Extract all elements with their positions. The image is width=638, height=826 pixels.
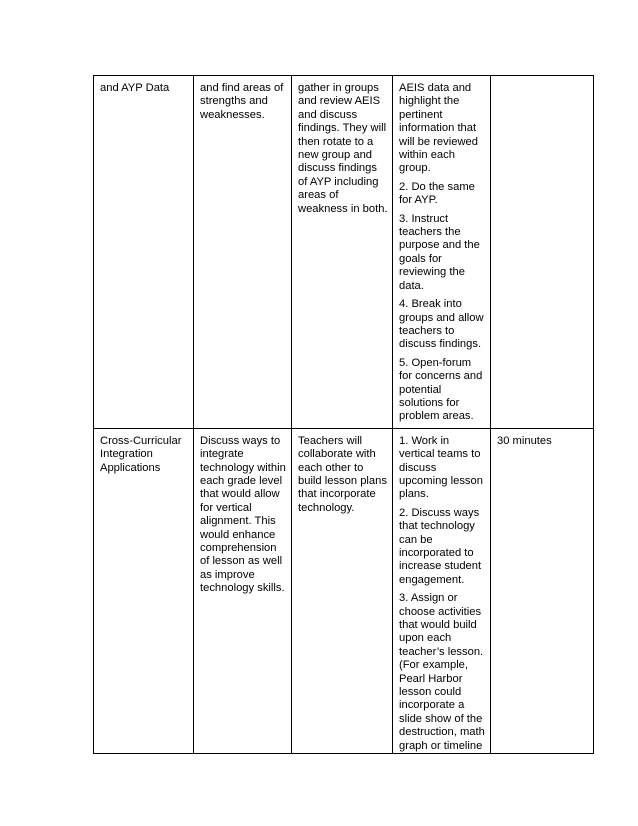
table-row <box>94 76 594 429</box>
step-item: 1. Work in vertical teams to discuss upcoming lesson plans. <box>399 434 483 501</box>
steps-cell <box>393 76 491 429</box>
objective-text: and find areas of strengths and weaknesses. <box>200 82 284 121</box>
training-plan-table <box>93 75 594 754</box>
step-item: 5. Open-forum for concerns and potential solutions for problem areas. <box>399 356 483 423</box>
step-item: 3. Instruct teachers the purpose and the goals for reviewing the data. <box>399 212 480 292</box>
topic-cell <box>94 428 194 753</box>
steps-cell <box>393 428 491 753</box>
time-cell <box>491 428 594 753</box>
activity-cell <box>292 76 393 429</box>
step-item: 2. Do the same for AYP. <box>399 180 475 207</box>
step-item: 2. Discuss ways that technology can be incorporated to increase student engagement. <box>399 506 482 586</box>
topic-text: and AYP Data <box>100 82 170 94</box>
activity-text: gather in groups and review AEIS and discuss findings. They will then rotate to a new group and discuss findings of AYP including areas of weakness in both. <box>298 82 388 215</box>
time-text: 30 minutes <box>497 434 552 447</box>
objective-cell <box>194 76 292 429</box>
time-cell <box>491 76 594 429</box>
objective-cell <box>194 428 292 753</box>
topic-text: Cross-Curricular Integration Applications <box>100 434 182 474</box>
activity-cell <box>292 428 393 753</box>
topic-cell <box>94 76 194 429</box>
table-row <box>94 428 594 753</box>
step-item: AEIS data and highlight the pertinent information that will be reviewed within each group. <box>399 82 478 175</box>
step-item: 4. Break into groups and allow teachers to discuss findings. <box>399 298 484 351</box>
objective-text: Discuss ways to integrate technology within each grade level that would allow for vertical alignment. This would enhance comprehension of lesson as well as improve technology skills. <box>200 434 286 595</box>
activity-text: Teachers will collaborate with each other to build lesson plans that incorporate technology. <box>298 434 387 514</box>
step-item: 3. Assign or choose activities that would build upon each teacher’s lesson. (For example, Pearl Harbor lesson could incorporate a slide show of the destruction, math graph or timeline <box>399 592 485 752</box>
